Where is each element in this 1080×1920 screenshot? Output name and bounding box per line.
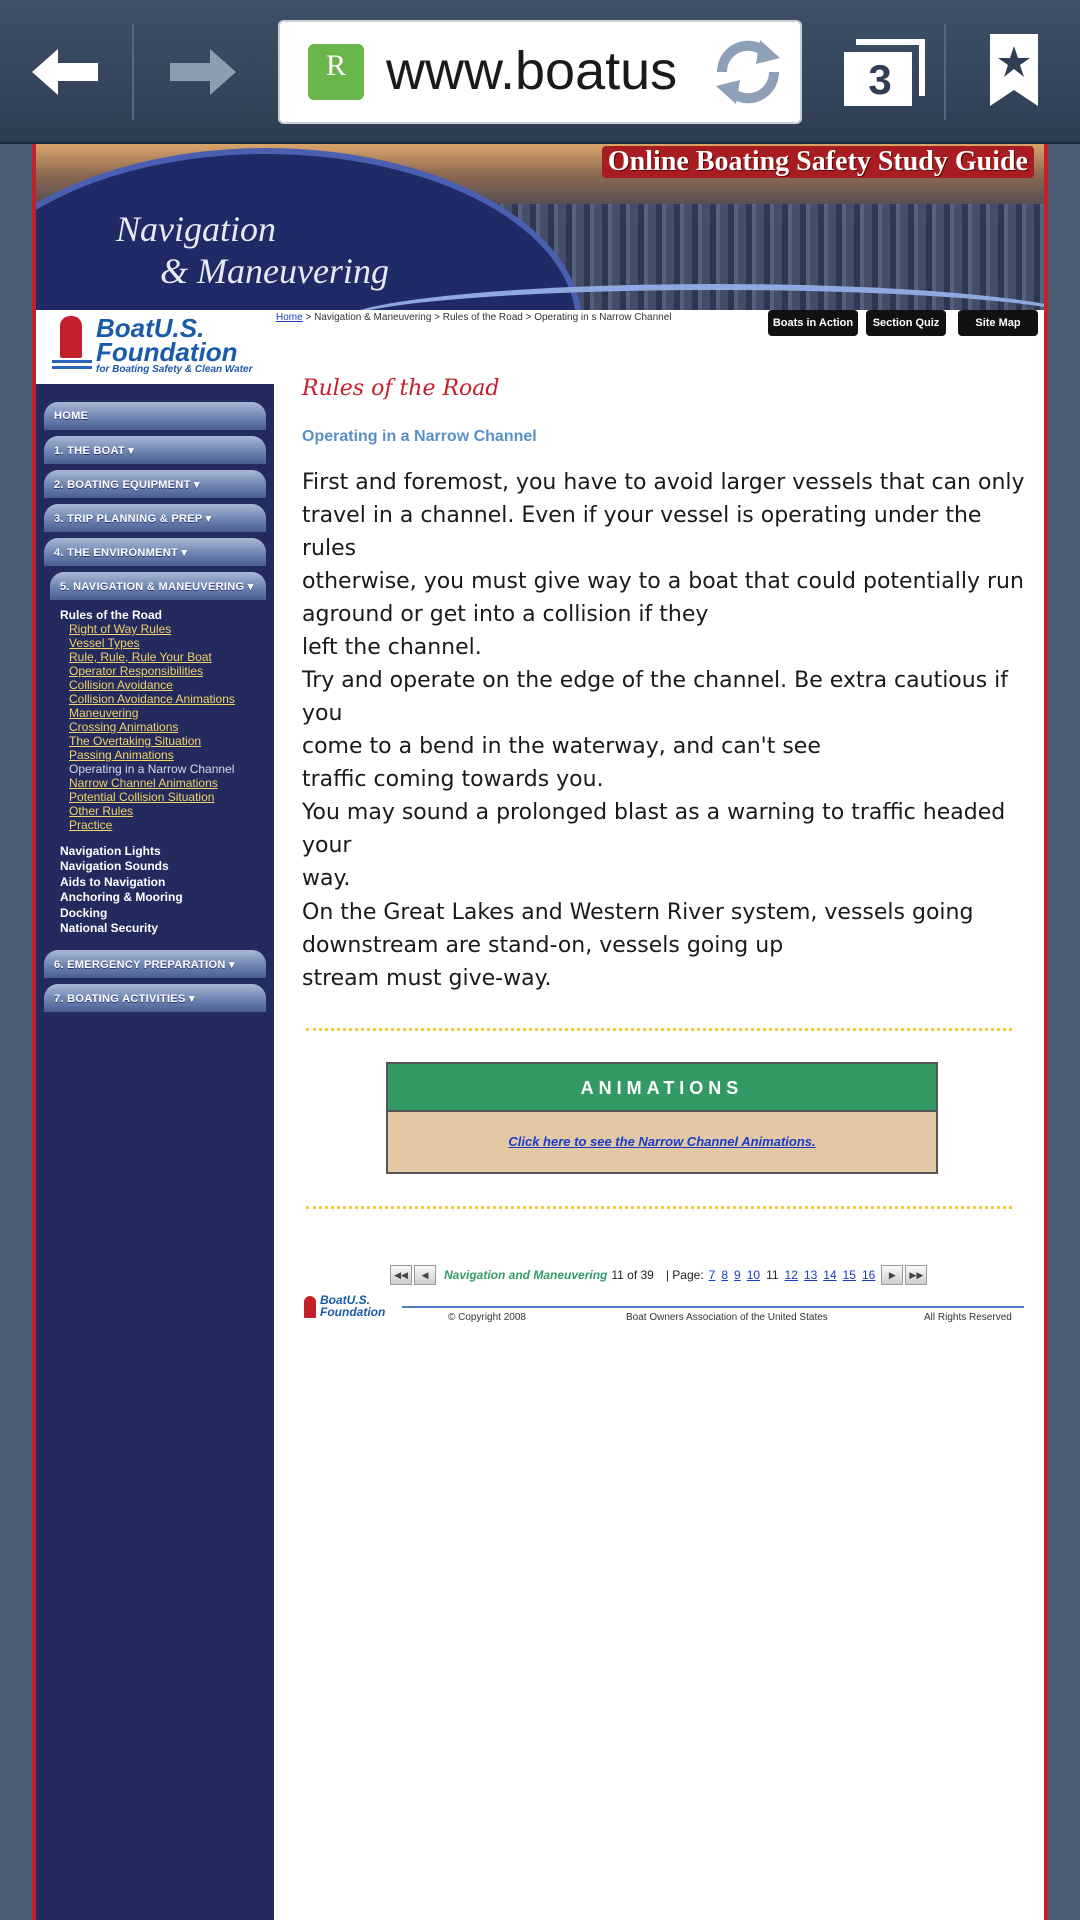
paragraph-line: way. <box>302 866 351 891</box>
submenu-current-item: Operating in a Narrow Channel <box>69 762 235 776</box>
footer-rule <box>402 1306 1024 1308</box>
submenu-link[interactable]: Narrow Channel Animations <box>69 776 218 790</box>
footer-logo-line2: Foundation <box>320 1305 386 1319</box>
paragraph-line: traffic coming towards you. <box>302 767 604 792</box>
page-title: Rules of the Road <box>302 376 500 401</box>
section-link[interactable]: Aids to Navigation <box>60 875 166 889</box>
arrow-right-icon <box>166 47 236 97</box>
section-title: Navigation <box>116 209 276 249</box>
section-title-line2: & Maneuvering <box>160 251 389 291</box>
site-map-button[interactable]: Site Map <box>958 310 1038 336</box>
paragraph-line: left the channel. <box>302 635 482 660</box>
footer-logo-line1: BoatU.S. <box>320 1293 371 1307</box>
boatus-foundation-logo[interactable] <box>36 310 274 384</box>
toolbar-divider <box>132 24 134 120</box>
paragraph-line: Try and operate on the edge of the channel. Be extra cautious if you <box>302 668 1009 726</box>
animations-body <box>388 1112 936 1172</box>
page-link[interactable]: 16 <box>861 1268 876 1282</box>
menu-label: 2. BOATING EQUIPMENT <box>54 479 191 491</box>
paragraph <box>302 896 1042 995</box>
organization-text: Boat Owners Association of the United States <box>626 1312 828 1323</box>
section-link[interactable]: Navigation Lights <box>60 844 161 858</box>
menu-navigation-maneuvering[interactable] <box>50 572 266 600</box>
breadcrumb <box>276 312 672 323</box>
web-page <box>32 144 1048 1920</box>
paragraph <box>302 466 1042 664</box>
chevron-down-icon: ▾ <box>205 513 212 525</box>
divider <box>306 1028 1012 1031</box>
menu-environment[interactable] <box>44 538 266 566</box>
refresh-icon <box>708 34 788 110</box>
pager-section-name: Navigation and Maneuvering <box>444 1268 608 1282</box>
next-page-button[interactable] <box>881 1265 903 1285</box>
paragraph-line: travel in a channel. Even if your vessel is operating under the rules <box>302 503 982 561</box>
bookmark-button[interactable] <box>984 34 1044 114</box>
menu-label: 7. BOATING ACTIVITIES <box>54 993 186 1005</box>
rights-text: All Rights Reserved <box>924 1312 1012 1323</box>
submenu-link[interactable]: Collision Avoidance <box>69 678 173 692</box>
page-banner <box>36 144 1044 310</box>
toolbar-divider <box>944 24 946 120</box>
tab-count: 3 <box>868 56 892 103</box>
first-page-button[interactable] <box>390 1265 412 1285</box>
paragraph-line: stream must give-way. <box>302 966 552 991</box>
waves-icon <box>52 360 92 372</box>
chevron-left-icon: ◀ <box>421 1270 429 1280</box>
divider <box>306 1206 1012 1209</box>
submenu-link[interactable]: Practice <box>69 818 113 832</box>
menu-label: 1. THE BOAT <box>54 445 125 457</box>
submenu-link[interactable]: Crossing Animations <box>69 720 179 734</box>
chevron-down-icon: ▾ <box>181 547 188 559</box>
paragraph-line: On the Great Lakes and Western River system, vessels going <box>302 900 974 925</box>
section-quiz-button[interactable]: Section Quiz <box>866 310 946 336</box>
submenu-link[interactable]: Potential Collision Situation <box>69 790 215 804</box>
chevron-down-icon: ▾ <box>228 959 235 971</box>
site-favicon-icon: R <box>308 44 364 100</box>
url-text[interactable]: www.boatus <box>386 41 678 101</box>
menu-label: 6. EMERGENCY PREPARATION <box>54 959 226 971</box>
section-link[interactable]: Docking <box>60 906 108 920</box>
pager-page-label: | Page: <box>665 1268 704 1282</box>
page-link[interactable]: 8 <box>721 1268 729 1282</box>
boats-in-action-button[interactable]: Boats in Action <box>768 310 858 336</box>
submenu-link[interactable]: Rule, Rule, Rule Your Boat <box>69 650 212 664</box>
paragraph-line: First and foremost, you have to avoid larger vessels that can only <box>302 470 1025 495</box>
menu-boating-equipment[interactable] <box>44 470 266 498</box>
logo-tagline: for Boating Safety & Clean Water <box>96 364 253 375</box>
menu-home[interactable]: HOME <box>44 402 266 430</box>
submenu-link[interactable]: Maneuvering <box>69 706 139 720</box>
footer-logo[interactable] <box>302 1294 402 1326</box>
menu-trip-planning[interactable] <box>44 504 266 532</box>
double-chevron-left-icon: ◀◀ <box>394 1270 408 1280</box>
submenu-link[interactable]: Right of Way Rules <box>69 622 172 636</box>
submenu-link[interactable]: The Overtaking Situation <box>69 734 202 748</box>
paragraph-line: aground or get into a collision if they <box>302 602 709 627</box>
chevron-down-icon: ▾ <box>188 993 195 1005</box>
sidebar <box>36 310 274 1920</box>
breadcrumb-home-link[interactable]: Home <box>276 312 303 323</box>
tabs-button[interactable] <box>842 38 926 108</box>
guide-title: Online Boating Safety Study Guide <box>602 146 1034 178</box>
menu-boating-activities[interactable] <box>44 984 266 1012</box>
chevron-down-icon: ▾ <box>128 445 135 457</box>
paragraph-line: You may sound a prolonged blast as a warning to traffic headed your <box>302 800 1006 858</box>
menu-label: 5. NAVIGATION & MANEUVERING <box>60 581 245 593</box>
section-link[interactable]: Navigation Sounds <box>60 859 169 873</box>
prev-page-button[interactable] <box>414 1265 436 1285</box>
menu-label: 3. TRIP PLANNING & PREP <box>54 513 203 525</box>
back-button[interactable] <box>12 18 122 126</box>
address-bar[interactable] <box>278 20 802 124</box>
last-page-button[interactable] <box>905 1265 927 1285</box>
animations-box <box>386 1062 938 1174</box>
menu-emergency-preparation[interactable] <box>44 950 266 978</box>
breadcrumb-trail: > Navigation & Maneuvering > Rules of the Road > Operating in s Narrow Channel <box>302 312 672 323</box>
logo-name-line1: BoatU.S. <box>96 313 205 343</box>
reload-button[interactable] <box>708 34 788 110</box>
paragraph-line: downstream are stand-on, vessels going up <box>302 933 784 958</box>
browser-toolbar <box>0 0 1080 144</box>
copyright-text: © Copyright 2008 <box>448 1312 526 1323</box>
double-chevron-right-icon: ▶▶ <box>909 1270 924 1280</box>
submenu-heading[interactable]: Rules of the Road <box>60 608 163 622</box>
chevron-right-icon: ▶ <box>888 1270 896 1280</box>
footer-logo-text <box>320 1294 385 1318</box>
section-link[interactable]: Anchoring & Mooring <box>60 890 183 904</box>
page-link[interactable]: 12 <box>784 1268 798 1282</box>
page-link[interactable]: 9 <box>734 1268 741 1282</box>
page-subtitle: Operating in a Narrow Channel <box>302 428 537 445</box>
logo-name-line2: Foundation <box>96 337 238 367</box>
logo-name <box>96 313 238 367</box>
menu-label: 4. THE ENVIRONMENT <box>54 547 178 559</box>
page-link[interactable]: 13 <box>803 1268 818 1282</box>
pager <box>390 1264 929 1286</box>
paragraph <box>302 664 1042 796</box>
submenu-link[interactable]: Passing Animations <box>69 748 174 762</box>
forward-button[interactable] <box>146 18 256 126</box>
paragraph-line: otherwise, you must give way to a boat that could potentially run <box>302 569 1024 594</box>
buoy-icon <box>304 1296 316 1318</box>
paragraph-line: come to a bend in the waterway, and can't see <box>302 734 821 759</box>
current-page: 11 <box>766 1268 779 1282</box>
paragraph <box>302 796 1042 895</box>
chevron-down-icon: ▾ <box>247 581 254 593</box>
section-link[interactable]: National Security <box>60 921 159 935</box>
bookmark-star-icon <box>984 34 1044 114</box>
page-link[interactable]: 7 <box>708 1268 716 1282</box>
submenu-link[interactable]: Operator Responsibilities <box>69 664 204 678</box>
narrow-channel-animations-link[interactable]: Click here to see the Narrow Channel Animations. <box>508 1134 816 1149</box>
submenu-link[interactable]: Collision Avoidance Animations <box>69 692 235 706</box>
page-link[interactable]: 10 <box>746 1268 761 1282</box>
pager-position: 11 of 39 <box>611 1268 654 1282</box>
arrow-left-icon <box>32 47 102 97</box>
buoy-icon <box>60 316 82 358</box>
menu-the-boat[interactable] <box>44 436 266 464</box>
chevron-down-icon: ▾ <box>193 479 200 491</box>
submenu-link[interactable]: Vessel Types <box>69 636 140 650</box>
page-link[interactable]: 14 <box>823 1268 837 1282</box>
animations-heading: ANIMATIONS <box>388 1064 936 1112</box>
submenu-link[interactable]: Other Rules <box>69 804 134 818</box>
page-link[interactable]: 15 <box>842 1268 856 1282</box>
